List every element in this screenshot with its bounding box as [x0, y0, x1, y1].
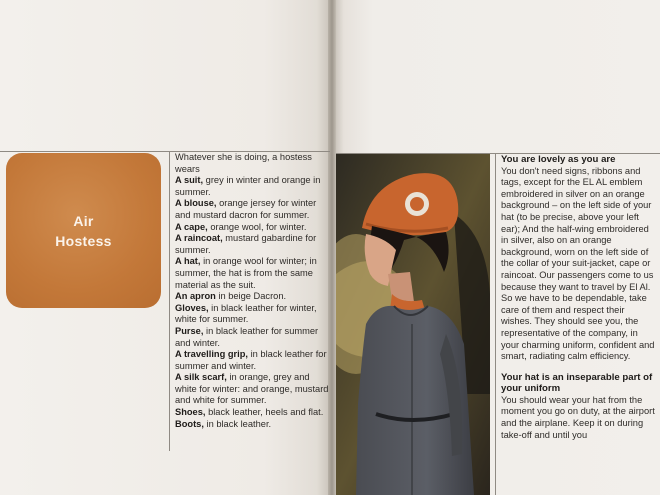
item-key: A silk scarf, [175, 372, 227, 383]
hostess-illustration [336, 154, 490, 495]
item-text: in beige Dacron. [215, 291, 287, 302]
hostess-photo [336, 154, 490, 495]
uniform-item [175, 233, 331, 256]
item-key: Shoes, [175, 407, 206, 418]
item-key: A blouse, [175, 198, 217, 209]
uniform-intro: Whatever she is doing, a hostess wears [175, 152, 312, 174]
uniform-item [175, 326, 331, 349]
item-text: in black leather for winter, white for summer. [175, 302, 317, 325]
left-column-divider [169, 151, 170, 451]
item-key: An apron [175, 291, 216, 302]
heading-lovely: You are lovely as you are [501, 154, 616, 165]
uniform-item [175, 222, 331, 234]
heading-hat: Your hat is an inseparable part of your uniform [501, 371, 653, 395]
item-key: A cape, [175, 221, 208, 232]
item-text: in black leather. [203, 418, 272, 429]
item-key: Boots, [175, 418, 204, 429]
item-text: grey in winter and orange in summer. [175, 175, 321, 197]
badge-line-2: Hostess [55, 232, 112, 249]
item-text: in black leather for summer and winter. [175, 325, 319, 348]
paragraph-lovely: You don't need signs, ribbons and tags, except for the EL AL emblem embroidered in silver on an orange background – on the left side of your hat (to be precise, above your left ear); And the half-wing embroidered in silver, also on an orange background, worn on the left side of the collar of your suit-jacket, cape or raincoat. Our passengers come to us because they want to travel by El Al. So we have to be dependable, take care of them and respect their wishes. They should see you, the representative of the company, in your charming uniform, confident and smart, radiating calm efficiency. [501, 165, 655, 362]
item-text: black leather, heels and flat. [205, 407, 324, 418]
uniform-item [175, 291, 331, 303]
item-text: in orange, grey and white for winter: and orange, mustard and white for summer. [175, 372, 329, 406]
item-key: A raincoat, [175, 233, 223, 244]
item-key: A travelling grip, [175, 349, 249, 360]
item-text: in black leather for summer and winter. [175, 349, 327, 371]
item-key: Purse, [175, 325, 204, 336]
uniform-item [175, 349, 331, 372]
uniform-item [175, 407, 331, 419]
uniform-item [175, 175, 331, 198]
guidance-text [501, 154, 657, 441]
uniform-item [175, 372, 331, 407]
item-key: A suit, [175, 175, 204, 186]
uniform-list [175, 152, 331, 430]
uniform-item [175, 303, 331, 326]
right-column-divider [495, 153, 496, 495]
badge-line-1: Air [73, 212, 94, 229]
item-text: mustard gabardine for summer. [175, 233, 317, 255]
air-hostess-badge [6, 153, 161, 308]
item-key: A hat, [175, 256, 201, 267]
item-text: in orange wool for winter; in summer, the hat is from the same material as the suit. [175, 256, 317, 290]
item-text: orange jersey for winter and mustard dacron for summer. [175, 198, 317, 220]
item-text: orange wool, for winter. [207, 221, 307, 232]
uniform-item [175, 419, 331, 431]
paragraph-hat: You should wear your hat from the moment you go on duty, at the airport and the airplane. Keep it on during take-off and until you [501, 394, 655, 440]
uniform-item [175, 256, 331, 291]
uniform-item [175, 198, 331, 221]
item-key: Gloves, [175, 302, 209, 313]
paragraph-gap [501, 363, 657, 372]
